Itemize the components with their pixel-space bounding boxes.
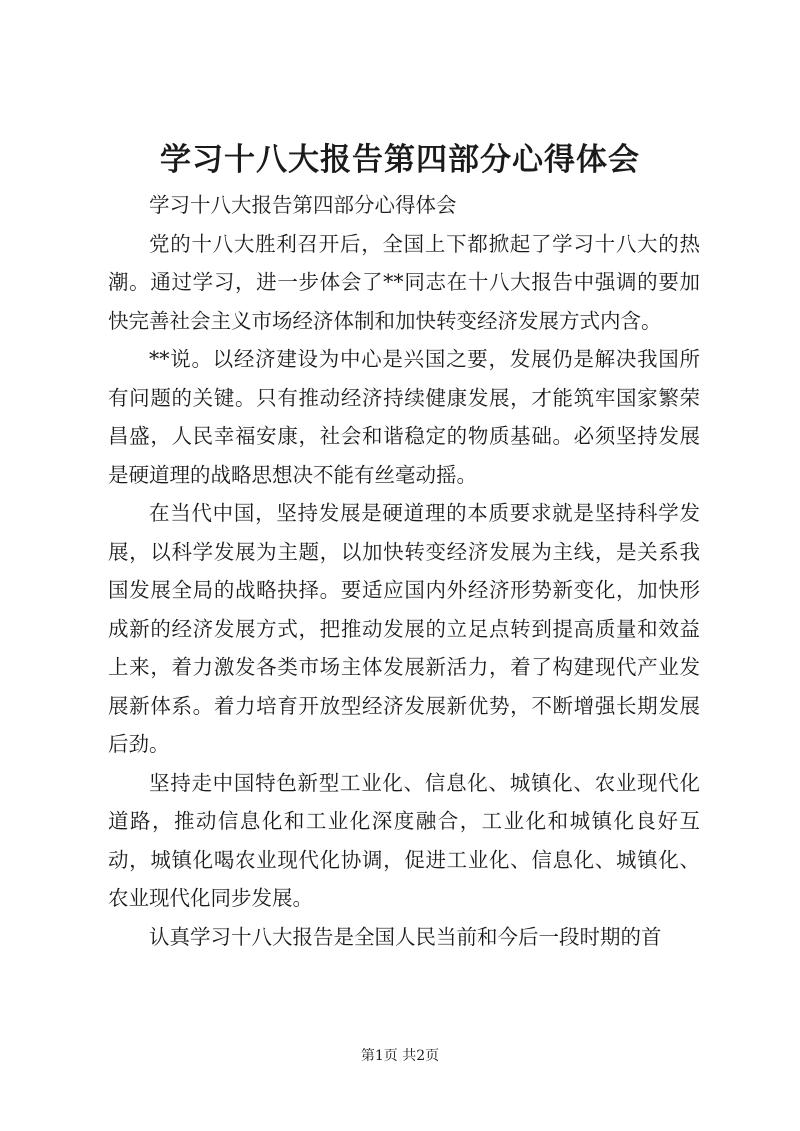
document-title: 学习十八大报告第四部分心得体会 [160, 142, 640, 178]
paragraph-1: 党的十八大胜利召开后，全国上下都掀起了学习十八大的热潮。通过学习，进一步体会了**同志在十八大报告中强调的要加快完善社会主义市场经济体制和加快转变经济发展方式内含。 [108, 231, 700, 333]
document-body [108, 186, 700, 956]
page-number-footer: 第1页 共2页 [360, 1048, 440, 1064]
paragraph-4: 坚持走中国特色新型工业化、信息化、城镇化、农业现代化道路，推动信息化和工业化深度融合，工业化和城镇化良好互动，城镇化喝农业现代化协调，促进工业化、信息化、城镇化、农业现代化同步发展。 [108, 770, 700, 910]
paragraph-2: **说。以经济建设为中心是兴国之要，发展仍是解决我国所有问题的关键。只有推动经济持续健康发展，才能筑牢国家繁荣昌盛，人民幸福安康，社会和谐稳定的物质基础。必须坚持发展是硬道理的战略思想决不能有丝毫动摇。 [108, 347, 700, 487]
document-subtitle: 学习十八大报告第四部分心得体会 [149, 193, 457, 217]
paragraph-3: 在当代中国，坚持发展是硬道理的本质要求就是坚持科学发展，以科学发展为主题，以加快转变经济发展为主线，是关系我国发展全局的战略抉择。要适应国内外经济形势新变化，加快形成新的经济发展方式，把推动发展的立足点转到提高质量和效益上来，着力激发各类市场主体发展新活力，着了构建现代产业发展新体系。着力培育开放型经济发展新优势，不断增强长期发展后劲。 [108, 501, 700, 756]
paragraph-5: 认真学习十八大报告是全国人民当前和今后一段时期的首 [149, 924, 662, 949]
